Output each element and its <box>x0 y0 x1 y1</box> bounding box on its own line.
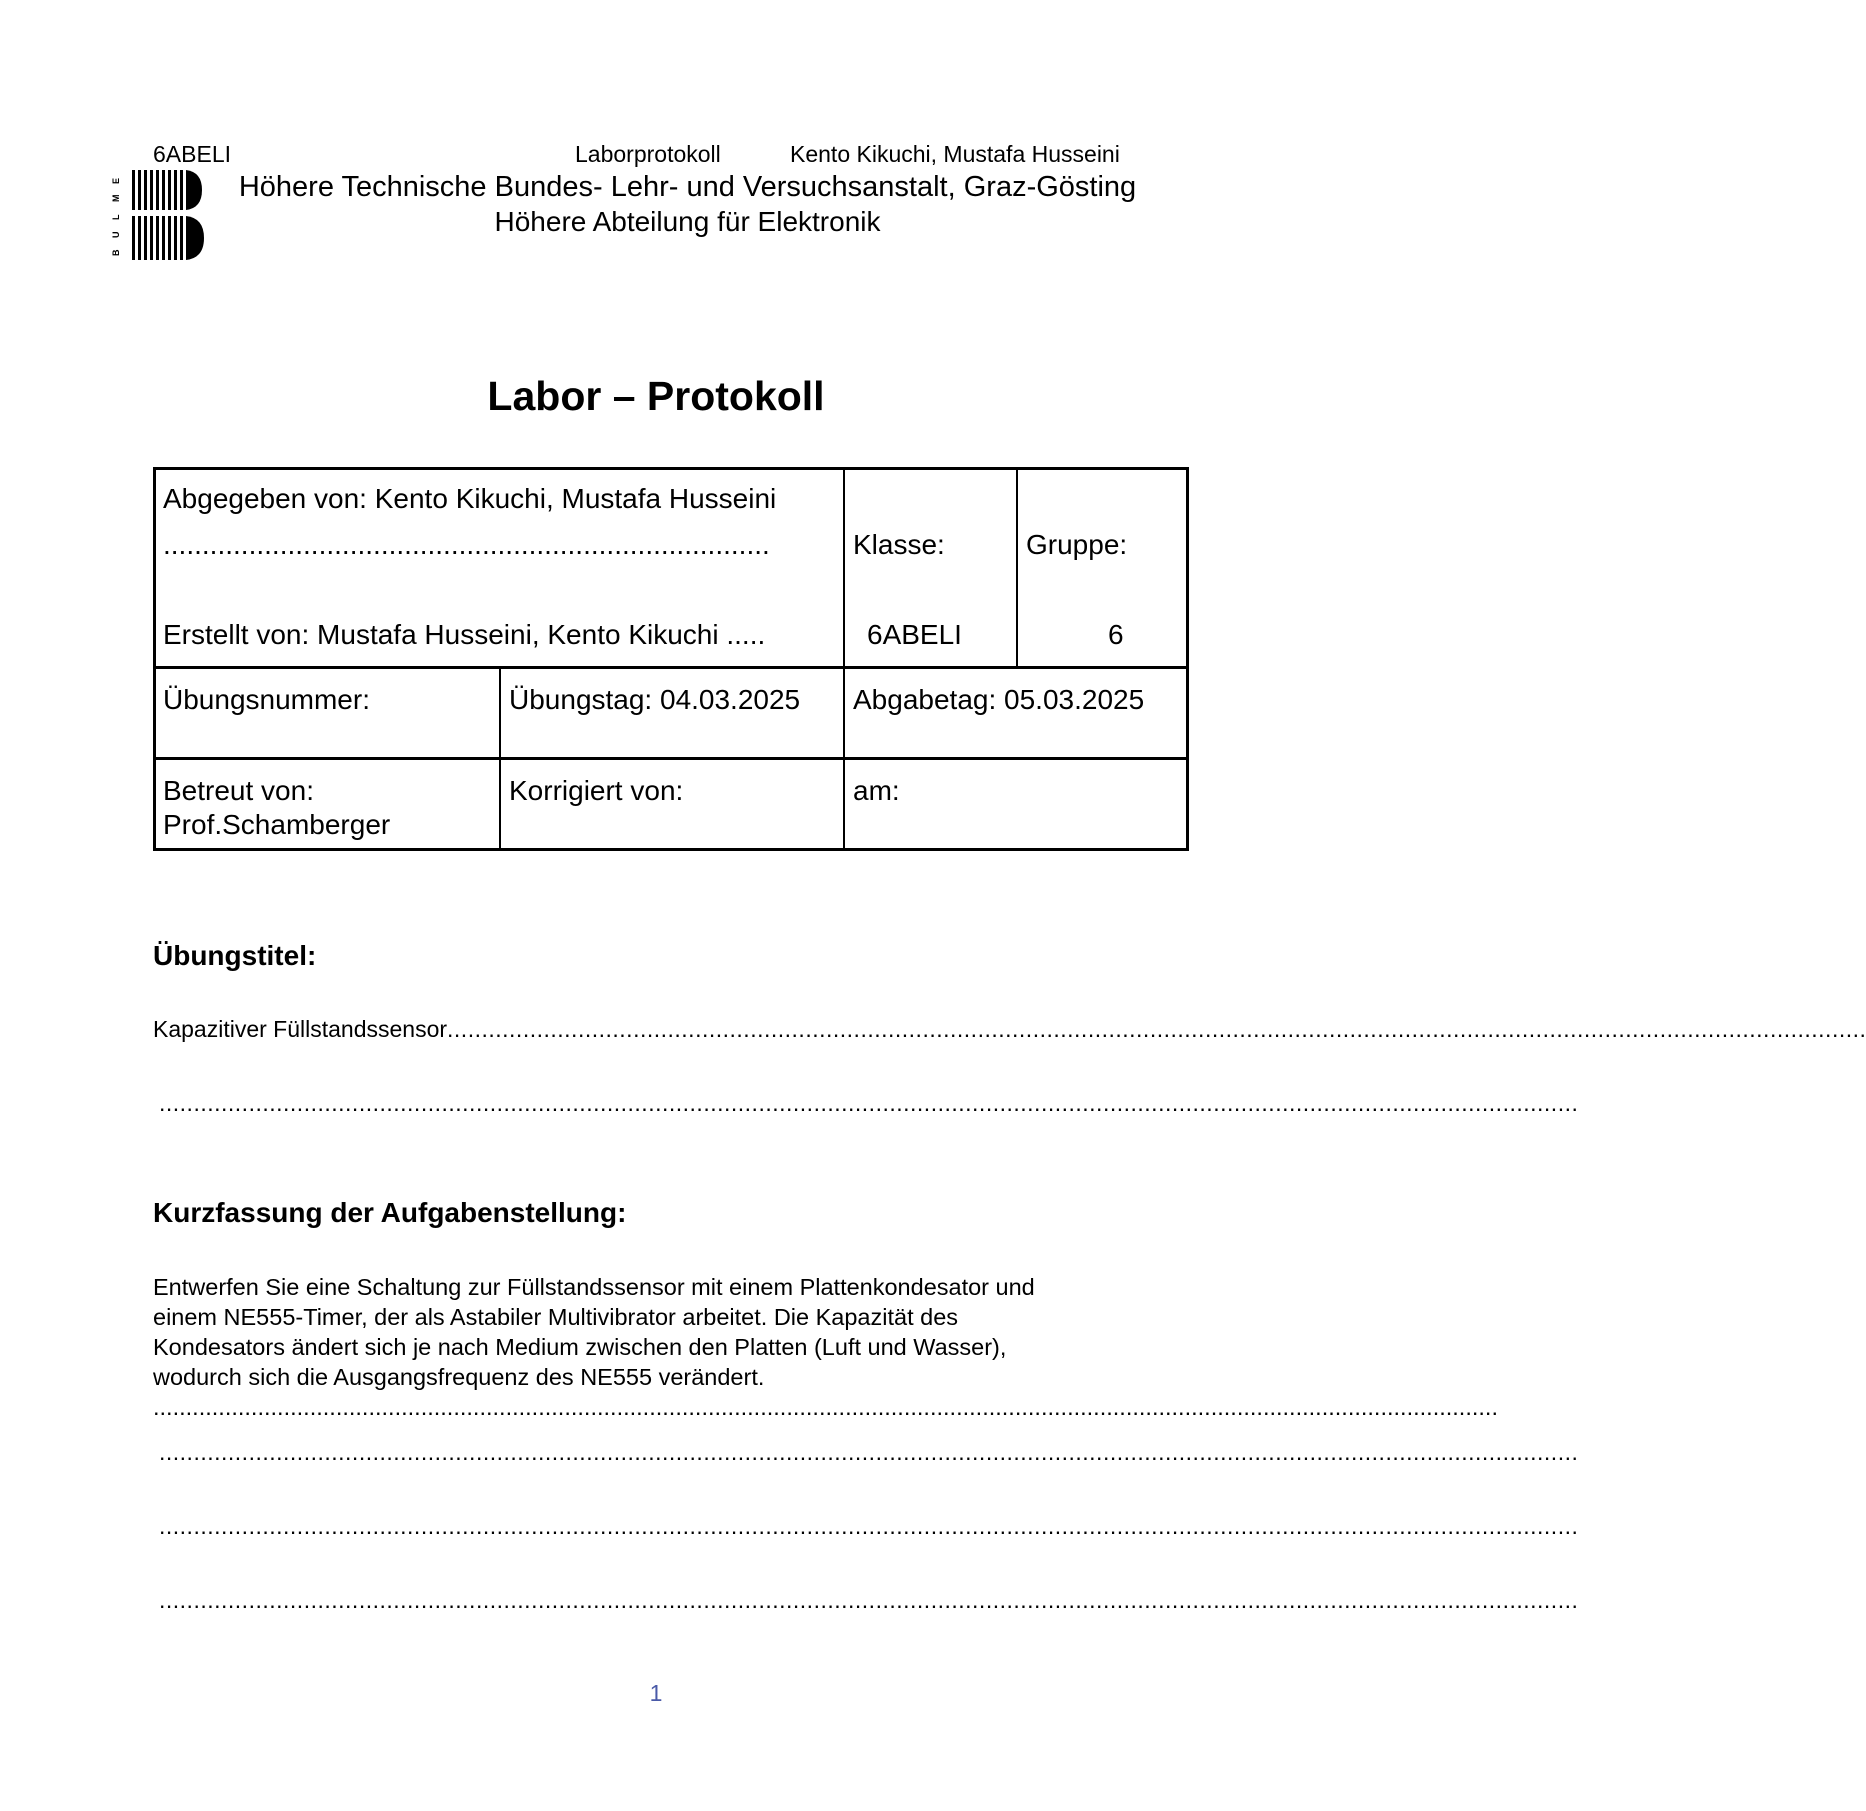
table-divider <box>156 666 1186 669</box>
header-authors: Kento Kikuchi, Mustafa Husseini <box>790 141 1120 167</box>
table-divider <box>499 666 501 848</box>
table-divider <box>843 470 845 848</box>
table-divider <box>156 757 1186 760</box>
blank-dotted-line <box>159 1511 1579 1541</box>
exercise-title-heading: Übungstitel: <box>153 940 317 971</box>
bulme-logo <box>110 168 205 262</box>
table-divider <box>1016 470 1018 666</box>
logo-letter: U <box>111 231 121 238</box>
header-doc-type: Laborprotokoll <box>575 141 721 167</box>
school-name: Höhere Technische Bundes- Lehr- und Versuchsanstalt, Graz-Gösting <box>238 171 1137 203</box>
logo-letter: B <box>111 249 121 256</box>
group-value: 6 <box>1108 619 1124 650</box>
logo-letter: M <box>111 194 121 202</box>
submitted-by: Abgegeben von: Kento Kikuchi, Mustafa Husseini <box>163 483 777 514</box>
summary-line: einem NE555-Timer, der als Astabiler Multivibrator arbeitet. Die Kapazität des <box>153 1304 959 1330</box>
summary-heading: Kurzfassung der Aufgabenstellung: <box>153 1197 627 1228</box>
submitted-by-dots: .............................................................................. <box>163 529 770 560</box>
logo-letter: E <box>111 177 121 184</box>
supervised-by-label: Betreut von: <box>163 775 314 806</box>
exercise-title-text: Kapazitiver Füllstandssensor <box>153 1016 448 1042</box>
exercise-date: Übungstag: 04.03.2025 <box>509 684 801 715</box>
school-department: Höhere Abteilung für Elektronik <box>494 206 881 237</box>
logo-letters <box>111 178 121 256</box>
group-label: Gruppe: <box>1026 529 1128 560</box>
summary-line-last <box>153 1362 1498 1422</box>
class-value: 6ABELI <box>867 619 962 650</box>
fill-dots: .............................................................................................................................................................................................................. <box>159 1439 1579 1465</box>
logo-letter: L <box>111 214 121 220</box>
summary-line: Kondesators ändert sich je nach Medium zwischen den Platten (Luft und Wasser), <box>153 1334 1007 1360</box>
blank-dotted-line <box>159 1585 1579 1615</box>
blank-dotted-line <box>159 1088 1579 1118</box>
summary-paragraph <box>153 1272 1498 1422</box>
fill-dots: .............................................................................................................................................................................................................. <box>159 1090 1579 1116</box>
summary-line-text: wodurch sich die Ausgangsfrequenz des NE555 verändert. <box>153 1364 765 1390</box>
logo-b-stripes <box>132 170 204 260</box>
created-by: Erstellt von: Mustafa Husseini, Kento Kikuchi ..... <box>163 619 766 650</box>
exercise-number: Übungsnummer: <box>163 684 370 715</box>
fill-dots: .............................................................................................................................................................................................................. <box>447 1016 1866 1042</box>
corrected-by: Korrigiert von: <box>509 775 684 806</box>
fill-dots: .............................................................................................................................................................................................................. <box>159 1513 1579 1539</box>
supervised-by-value: Prof.Schamberger <box>163 809 391 840</box>
header-class: 6ABELI <box>153 141 231 167</box>
page-number: 1 <box>649 1680 663 1706</box>
blank-dotted-line <box>159 1437 1579 1467</box>
class-label: Klasse: <box>853 529 945 560</box>
summary-line: Entwerfen Sie eine Schaltung zur Füllstandssensor mit einem Plattenkondesator und <box>153 1274 1035 1300</box>
exercise-title-line <box>153 1014 1866 1044</box>
fill-dots: .............................................................................................................................................................................................................. <box>159 1587 1579 1613</box>
corrected-on: am: <box>853 775 900 806</box>
page-title: Labor – Protokoll <box>487 373 825 419</box>
fill-dots: .............................................................................................................................................................................................................. <box>153 1394 1498 1420</box>
submission-date: Abgabetag: 05.03.2025 <box>853 684 1145 715</box>
protocol-form-table <box>153 467 1189 851</box>
